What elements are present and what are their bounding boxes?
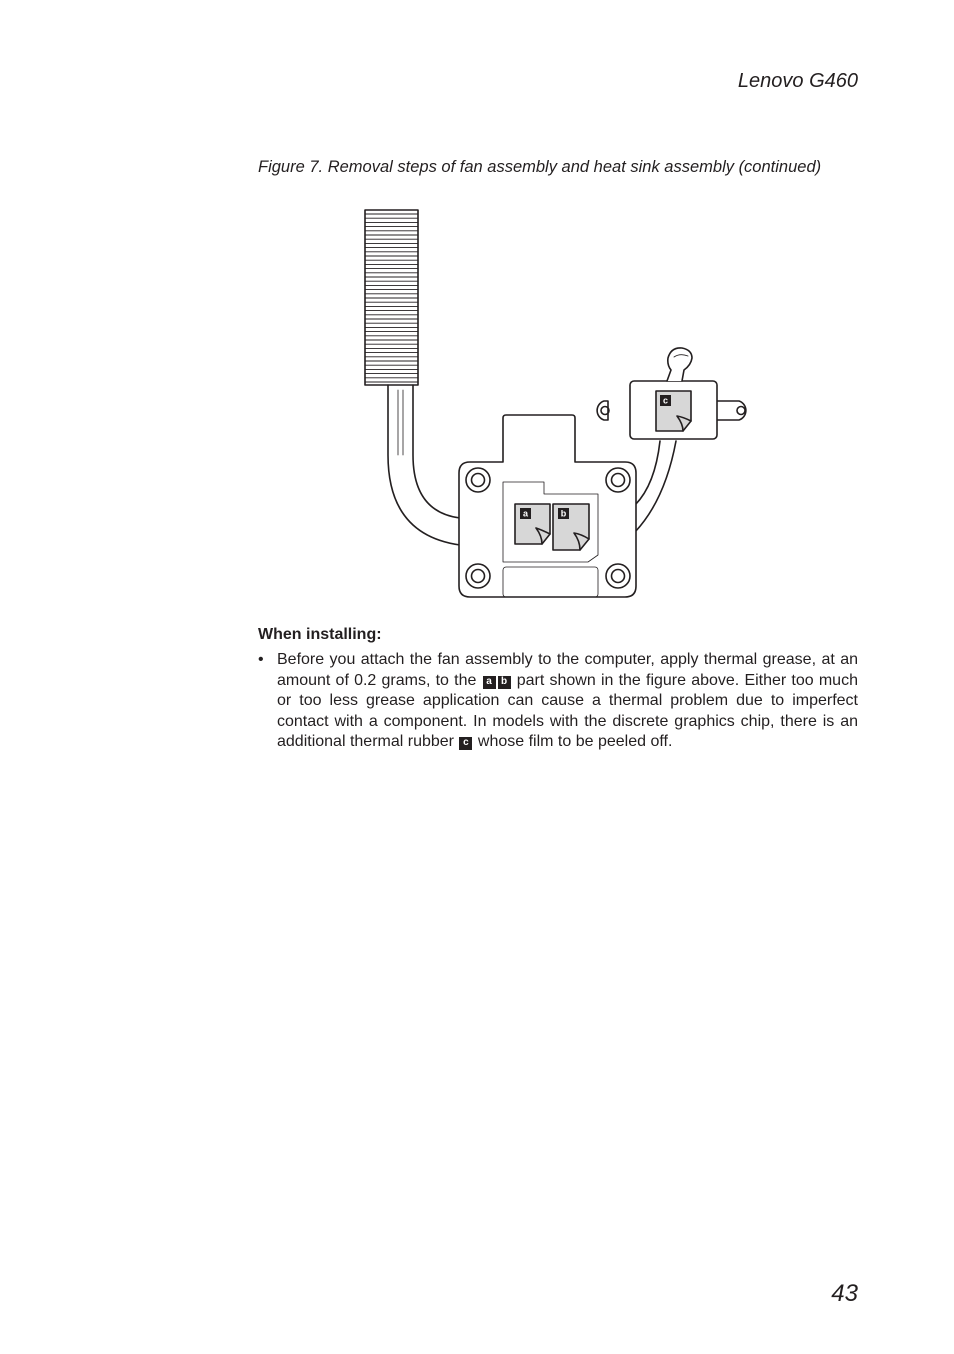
figure-caption: Figure 7. Removal steps of fan assembly and heat sink assembly (continued)	[258, 158, 822, 176]
tag-a-badge: a	[483, 676, 496, 689]
heat-pipe-left	[388, 385, 460, 545]
label-a	[520, 508, 531, 519]
tag-b-badge: b	[498, 676, 511, 689]
when-installing-heading: When installing:	[258, 626, 382, 643]
label-b	[558, 508, 569, 519]
heat-sink-fins	[365, 210, 418, 385]
instruction-text-2: part shown in the figure above. Either too much or too less grease application can cause a thermal problem due to imperfect contact with a component. In models with the discrete graphics chip, there is an additional thermal rubber	[277, 671, 858, 750]
tag-c-badge: c	[459, 737, 472, 750]
svg-text:b: b	[560, 508, 567, 519]
svg-text:a: a	[522, 508, 529, 519]
bracket-hook	[667, 348, 692, 381]
instruction-text-3: whose film to be peeled off.	[477, 733, 673, 750]
fin-lines	[365, 214, 418, 382]
heat-sink-diagram	[340, 200, 770, 610]
page-number: 43	[831, 1280, 858, 1307]
svg-text:c: c	[662, 395, 669, 406]
installation-notes	[258, 650, 858, 753]
instruction-text-1: Before you attach the fan assembly to the computer, apply thermal grease, at an amount of 0.2 grams, to the	[277, 651, 858, 689]
label-c	[660, 395, 671, 406]
bullet-icon: •	[258, 651, 264, 668]
list-item	[258, 650, 858, 753]
bracket-tabs	[597, 401, 608, 420]
heat-pipe-right	[635, 441, 676, 532]
document-header-title: Lenovo G460	[737, 70, 858, 92]
